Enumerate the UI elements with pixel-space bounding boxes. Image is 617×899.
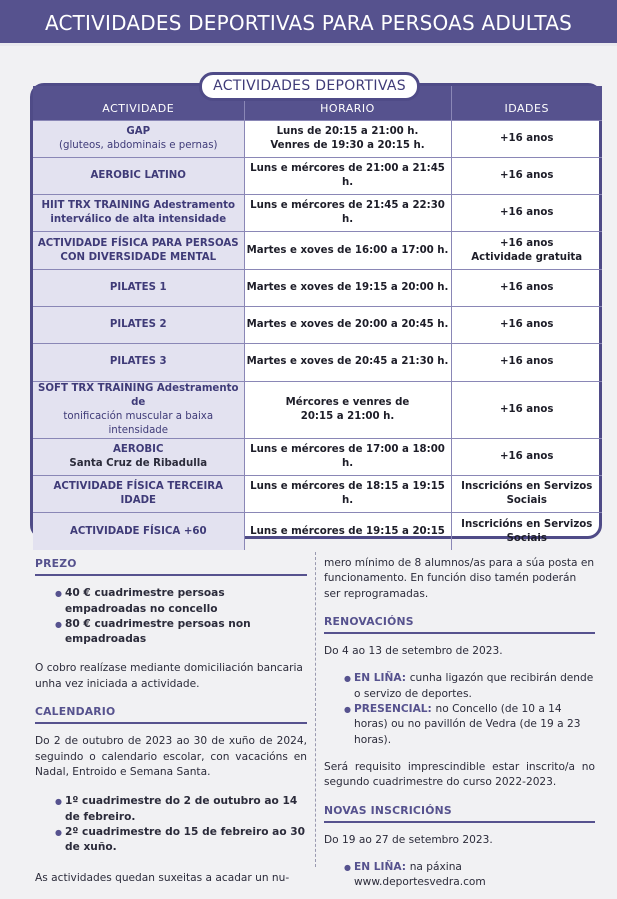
prezo-bullet: ● 80 € cuadrimestre persoas non empadroadas [55,617,307,648]
ages-text-2: Sociais [506,532,547,544]
column-divider [315,552,316,867]
ages-text: +16 anos [500,450,554,462]
prezo-title: PREZO [35,556,307,576]
prezo-bullet: ● 40 € cuadrimestre persoas empadroadas no concello [55,586,307,617]
calendario-note-start: As actividades quedan suxeitas a acadar un nu- [35,872,290,885]
activity-cell [33,475,244,512]
table-row [33,344,602,381]
schedule-text: Martes e xoves de 20:45 a 21:30 h. [246,356,449,368]
schedule-text: Martes e xoves de 20:00 a 20:45 h. [246,319,449,331]
header-banner [0,0,617,46]
activity-subtitle: tonificación muscular a baixa intensidade [63,410,214,436]
activity-cell [33,120,244,157]
activity-cell [33,438,244,475]
schedule-text: Luns e mércores de 18:15 a 19:15 h. [250,481,445,507]
activity-subtitle: CON DIVERSIDADE MENTAL [60,251,217,263]
schedule-cell [244,120,451,157]
presencial-lead: PRESENCIAL: [354,703,432,716]
schedule-cell [244,344,451,381]
calendario-list [55,794,307,855]
schedule-text: Martes e xoves de 19:15 a 20:00 h. [246,281,449,293]
table-row [33,381,602,438]
schedule-cell [244,157,451,194]
ages-cell [451,195,602,232]
ages-cell [451,381,602,438]
calendario-bullet: ● 1º cuadrimestre do 2 de outubro ao 14 de febreiro. [55,794,307,825]
calendario-note-end: mero mínimo de 8 alumnos/as para a súa posta en funcionamento. En función diso tamén poderán ser reprogramadas. [324,557,595,600]
renovacions-requirement: Será requisito imprescindible estar inscrito/a no segundo cuadrimestre do curso 2022-2023. [324,760,595,789]
ages-cell [451,438,602,475]
table-row [33,306,602,343]
schedule-text: Luns e mércores de 19:15 a 20:15 [250,525,445,537]
renovacions-dates: Do 4 ao 13 de setembro de 2023. [324,645,503,658]
calendario-text: Do 2 de outubro de 2023 ao 30 de xuño de 2024, seguindo o calendario escolar, con vacacións en Nadal, Entroido e Semana Santa. [35,735,307,778]
renovacions-title: RENOVACIÓNS [324,614,595,634]
renovacions-presencial-bullet [344,702,595,748]
left-column [35,556,307,895]
schedule-cell [244,195,451,232]
activity-cell [33,157,244,194]
ages-text: +16 anos [500,207,554,219]
schedule-text: Mércores e venres de [285,396,410,408]
ages-text-2: Actividade gratuita [471,251,583,263]
activity-subtitle: Santa Cruz de Ribadulla [69,457,208,469]
presencial-text: no Concello (de 10 a 14 horas) ou no pavillón de Vedra (de 19 a 23 horas). [354,703,581,746]
ages-cell [451,120,602,157]
table-row [33,438,602,475]
header-schedule: HORARIO [244,86,451,120]
schedule-cell [244,306,451,343]
schedule-text: Luns e mércores de 17:00 a 18:00 h. [250,443,445,469]
ages-text-2: Sociais [506,495,547,507]
activity-name: AEROBIC LATINO [90,169,186,181]
table-row [33,157,602,194]
novas-dates: Do 19 ao 27 de setembro 2023. [324,833,493,846]
activity-cell [33,381,244,438]
calendario-bullet: ● 2º cuadrimestre do 15 de febreiro ao 30 de xuño. [55,825,307,856]
prezo-text: O cobro realízase mediante domiciliación bancaria unha vez iniciada a actividade. [35,662,303,690]
ages-text: +16 anos [500,132,554,144]
ages-cell [451,157,602,194]
header-ages: IDADES [451,86,602,120]
schedule-text: Luns de 20:15 a 21:00 h. [276,125,419,137]
ages-text: +16 anos [500,319,554,331]
schedule-cell [244,438,451,475]
ages-cell [451,344,602,381]
schedule-cell [244,269,451,306]
online-text: cunha ligazón que recibirán dende o servizo de deportes. [354,672,594,700]
ages-text: +16 anos [500,169,554,181]
table-row [33,475,602,512]
ages-cell [451,475,602,512]
schedule-cell [244,475,451,512]
activity-cell [33,513,244,550]
activity-name: AEROBIC [113,443,164,455]
activities-table [30,83,602,544]
activity-cell [33,232,244,269]
calendario-title: CALENDARIO [35,704,307,724]
activity-name: ACTIVIDADE FÍSICA +60 [69,525,207,537]
schedule-cell [244,381,451,438]
table-row [33,269,602,306]
ages-text: +16 anos [500,356,554,368]
right-column [324,556,595,899]
novas-list [344,860,595,891]
activity-name: ACTIVIDADE FÍSICA PARA PERSOAS [37,237,239,249]
schedule-cell [244,513,451,550]
table-row [33,232,602,269]
activity-cell [33,344,244,381]
ages-cell [451,232,602,269]
activity-name: GAP [126,125,151,137]
table-title: ACTIVIDADES DEPORTIVAS [199,72,420,101]
activity-subtitle: interválico de alta intensidade [50,214,227,226]
renovacions-list [344,671,595,747]
schedule-text: Luns e mércores de 21:45 a 22:30 h. [250,200,445,226]
activity-name: PILATES 3 [109,356,167,368]
table-row [33,195,602,232]
prezo-list [55,586,307,647]
schedule-text: Luns e mércores de 21:00 a 21:45 h. [250,162,445,188]
activity-cell [33,195,244,232]
novas-online-text: na páxina www.deportesvedra.com [354,861,486,889]
ages-cell [451,513,602,550]
page-title: ACTIVIDADES DEPORTIVAS PARA PERSOAS ADULTAS [44,11,573,35]
ages-text: Inscricións en Servizos [461,481,593,493]
activity-name: SOFT TRX TRAINING Adestramento de [38,382,239,408]
activity-subtitle: (gluteos, abdominais e pernas) [59,139,218,151]
activity-subtitle: IDADE [120,495,157,507]
activity-cell [33,269,244,306]
novas-title: NOVAS INSCRICIÓNS [324,803,595,823]
table-row [33,513,602,550]
schedule-text-2: Venres de 19:30 a 20:15 h. [270,139,425,151]
ages-text: +16 anos [500,403,554,415]
ages-text: Inscricións en Servizos [461,518,593,530]
ages-text: +16 anos [500,281,554,293]
ages-text: +16 anos [500,237,554,249]
novas-online-bullet [344,860,595,891]
schedule-cell [244,232,451,269]
header-activity: ACTIVIDADE [33,86,244,120]
ages-cell [451,269,602,306]
activity-name: ACTIVIDADE FÍSICA TERCEIRA [53,481,224,493]
renovacions-online-bullet [344,671,595,702]
activity-name: PILATES 2 [109,319,167,331]
schedule-text: Martes e xoves de 16:00 a 17:00 h. [246,244,449,256]
schedule-text-2: 20:15 a 21:00 h. [300,410,395,422]
activity-name: HIIT TRX TRAINING Adestramento [41,200,236,212]
activity-name: PILATES 1 [109,281,167,293]
ages-cell [451,306,602,343]
novas-online-lead: EN LIÑA: [354,861,406,874]
table-row [33,120,602,157]
online-lead: EN LIÑA: [354,672,406,685]
activity-cell [33,306,244,343]
